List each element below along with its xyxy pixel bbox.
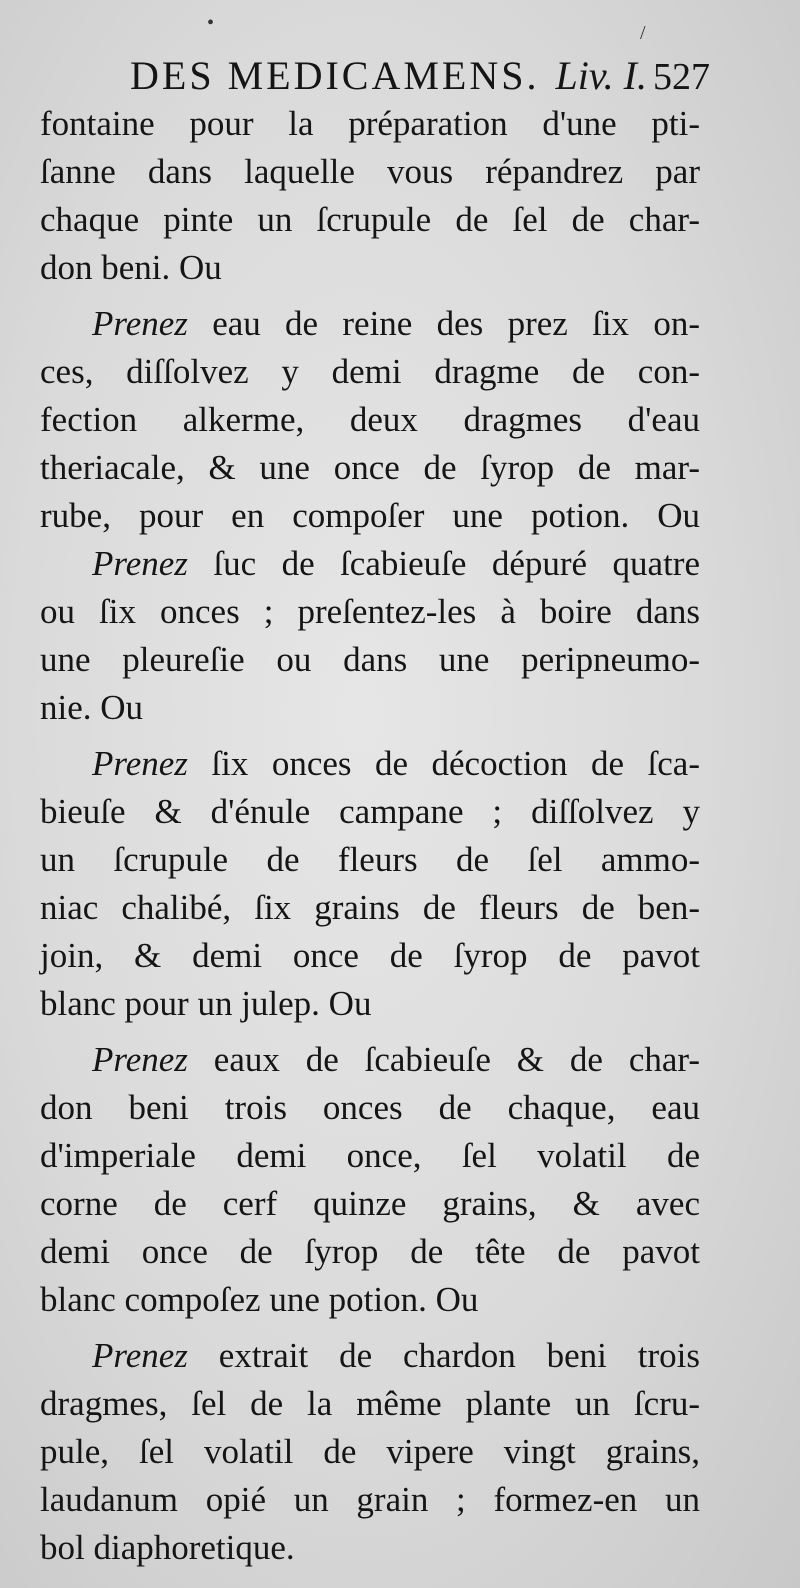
page-number: 527	[653, 56, 710, 98]
text-segment: extrait de chardon beni trois	[187, 1336, 700, 1375]
paragraph-6	[40, 1332, 700, 1572]
text-line: ſanne dans laquelle vous répandrez par	[40, 152, 700, 191]
text-segment: ſix onces de décoction de ſca-	[187, 744, 700, 783]
prenez-lead: Prenez	[92, 544, 188, 583]
text-line: niac chalibé, ſix grains de fleurs de ben-	[40, 888, 700, 927]
paragraph-2	[40, 300, 700, 540]
text-line: fontaine pour la préparation d'une pti-	[40, 104, 700, 143]
text-line: demi once de ſyrop de tête de pavot	[40, 1232, 700, 1271]
text-line: bol diaphoretique.	[40, 1528, 295, 1567]
text-line: une pleureſie ou dans une peripneumo-	[40, 640, 700, 679]
text-line: fection alkerme, deux dragmes d'eau	[40, 400, 700, 439]
text-line: un ſcrupule de fleurs de ſel ammo-	[40, 840, 700, 879]
text-line: join, & demi once de ſyrop de pavot	[40, 936, 700, 975]
text-line: pule, ſel volatil de vipere vingt grains,	[40, 1432, 700, 1471]
text-line: nie. Ou	[40, 688, 144, 727]
text-segment: eaux de ſcabieuſe & de char-	[187, 1040, 700, 1079]
text-line: ces, diſſolvez y demi dragme de con-	[40, 352, 700, 391]
ink-speck: /	[640, 22, 646, 44]
text-line: ou ſix onces ; preſentez-les à boire dans	[40, 592, 700, 631]
text-line: dragmes, ſel de la même plante un ſcru-	[40, 1384, 700, 1423]
text-line: chaque pinte un ſcrupule de ſel de char-	[40, 200, 700, 239]
paragraph-4	[40, 740, 700, 1028]
text-line-lead	[40, 300, 700, 348]
text-line: theriacale, & une once de ſyrop de mar-	[40, 448, 700, 487]
text-line: blanc compoſez une potion. Ou	[40, 1280, 479, 1319]
paragraph-5	[40, 1036, 700, 1324]
paragraph-3	[40, 540, 700, 732]
text-line-lead	[40, 740, 700, 788]
text-line: don beni trois onces de chaque, eau	[40, 1088, 700, 1127]
ink-speck: •	[207, 12, 215, 34]
text-segment: ſuc de ſcabieuſe dépuré quatre	[187, 544, 700, 583]
prenez-lead: Prenez	[92, 744, 188, 783]
running-header	[130, 52, 710, 104]
text-line-lead	[40, 1332, 700, 1380]
text-line: bieuſe & d'énule campane ; diſſolvez y	[40, 792, 700, 831]
running-title: DES MEDICAMENS.	[130, 53, 540, 98]
text-line: blanc pour un julep. Ou	[40, 984, 372, 1023]
text-line: laudanum opié un grain ; formez-en un	[40, 1480, 700, 1519]
book-reference: Liv. I.	[555, 53, 647, 98]
text-line: rube, pour en compoſer une potion. Ou	[40, 496, 700, 535]
text-line-lead	[40, 1036, 700, 1084]
body-text	[40, 100, 700, 1572]
text-line-lead	[40, 540, 700, 588]
text-line: corne de cerf quinze grains, & avec	[40, 1184, 700, 1223]
text-line: don beni. Ou	[40, 248, 222, 287]
paragraph-1	[40, 100, 700, 292]
text-segment: eau de reine des prez ſix on-	[187, 304, 700, 343]
prenez-lead: Prenez	[92, 1336, 188, 1375]
text-line: d'imperiale demi once, ſel volatil de	[40, 1136, 700, 1175]
prenez-lead: Prenez	[92, 304, 188, 343]
prenez-lead: Prenez	[92, 1040, 188, 1079]
